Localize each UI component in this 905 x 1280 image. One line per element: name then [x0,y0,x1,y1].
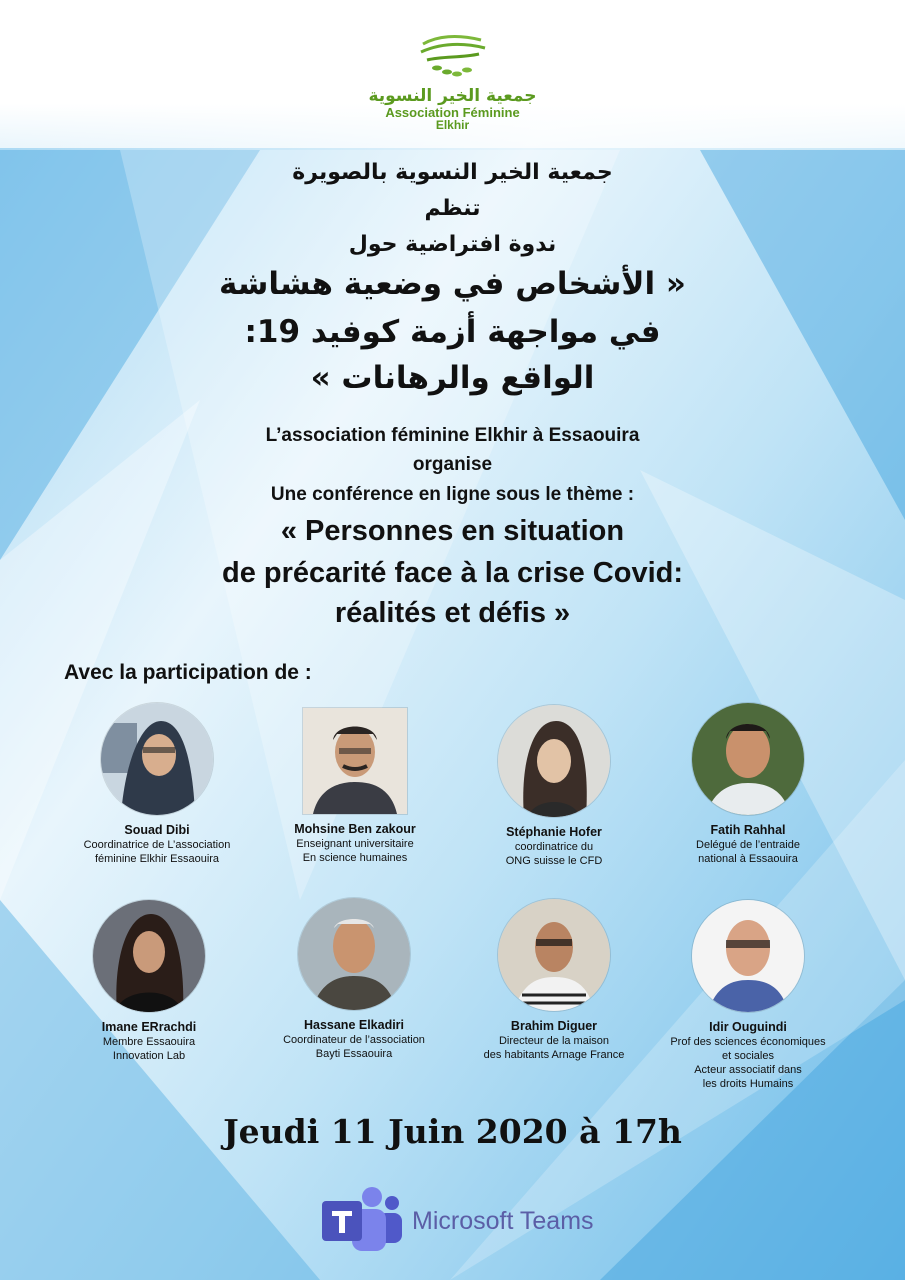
arabic-organizes: تنظم [424,196,481,221]
participant-role: national à Essaouira [698,853,798,865]
participant-role: Prof des sciences économiques [670,1036,826,1048]
participant-card [57,703,257,866]
participant-role: des habitants Arnage France [483,1049,625,1061]
participant-name: Brahim Diguer [510,1019,598,1033]
arabic-organizer: جمعية الخير النسوية بالصويرة [292,160,613,185]
french-title-line-3: réalités et défis » [334,597,571,629]
french-title-line-2: de précarité face à la crise Covid: [222,557,683,589]
platform-badge [320,1185,620,1255]
event-date: Jeudi 11 Juin 2020 à 17h [223,1112,682,1151]
participant-name: Hassane Elkadiri [303,1018,405,1032]
participant-photo [498,705,610,817]
arabic-title-line-3: الواقع والرهانات » [310,360,595,396]
participant-role: Innovation Lab [112,1050,186,1062]
participant-role: Delégué de l’entraide [696,839,800,851]
participant-photo [93,900,205,1012]
participant-role: féminine Elkhir Essaouira [94,853,220,865]
participant-card [255,708,455,865]
platform-label: Microsoft Teams [412,1207,594,1235]
participation-heading: Avec la participation de : [64,661,312,684]
logo-french-name-2: Elkhir [435,118,470,132]
participant-card [648,703,848,866]
french-organizes: organise [412,454,493,475]
participant-photo [692,703,804,815]
participant-role: ONG suisse le CFD [505,855,603,867]
participant-card [49,900,249,1063]
arabic-webinar-about: ندوة افتراضية حول [348,232,557,257]
participant-name: Imane ERrachdi [101,1020,197,1034]
participant-name: Idir Ouguindi [709,1020,787,1034]
participant-photo [298,898,410,1010]
participant-role: Coordinatrice de L’association [83,839,231,851]
participant-role: Membre Essaouira [102,1036,196,1048]
participant-role: et sociales [722,1050,774,1062]
participant-card [648,900,848,1091]
participant-role: Acteur associatif dans [694,1064,802,1076]
french-organizer: L’association féminine Elkhir à Essaouira [265,425,640,446]
participant-role: Bayti Essaouira [315,1048,393,1060]
participant-role: Directeur de la maison [498,1035,610,1047]
participant-role: les droits Humains [702,1078,794,1090]
participant-name: Stéphanie Hofer [506,825,602,839]
participant-photo [692,900,804,1012]
participant-photo [303,708,407,814]
participant-name: Fatih Rahhal [710,823,786,837]
logo-arabic-name: جمعية الخير النسوية [368,86,537,106]
french-conference-theme: Une conférence en ligne sous le thème : [270,484,635,505]
handshake-leaves-icon [417,30,489,82]
arabic-title-line-1: « الأشخاص في وضعية هشاشة [219,266,686,302]
participant-role: coordinatrice du [514,841,594,853]
french-title-line-1: « Personnes en situation [280,515,625,547]
participant-card [454,705,654,868]
participant-card [454,899,654,1062]
microsoft-teams-icon [320,1185,404,1255]
participant-name: Souad Dibi [124,823,190,837]
arabic-title-line-2: في مواجهة أزمة كوفيد 19: [244,314,661,350]
participant-role: En science humaines [302,852,408,864]
participant-card [254,898,454,1061]
logo-french-name: Association Féminine [385,105,520,120]
participant-photo [498,899,610,1011]
participant-photo [101,703,213,815]
participant-role: Coordinateur de l’association [283,1034,425,1046]
participant-role: Enseignant universitaire [296,838,414,850]
association-logo [360,30,545,142]
participant-name: Mohsine Ben zakour [294,822,416,836]
